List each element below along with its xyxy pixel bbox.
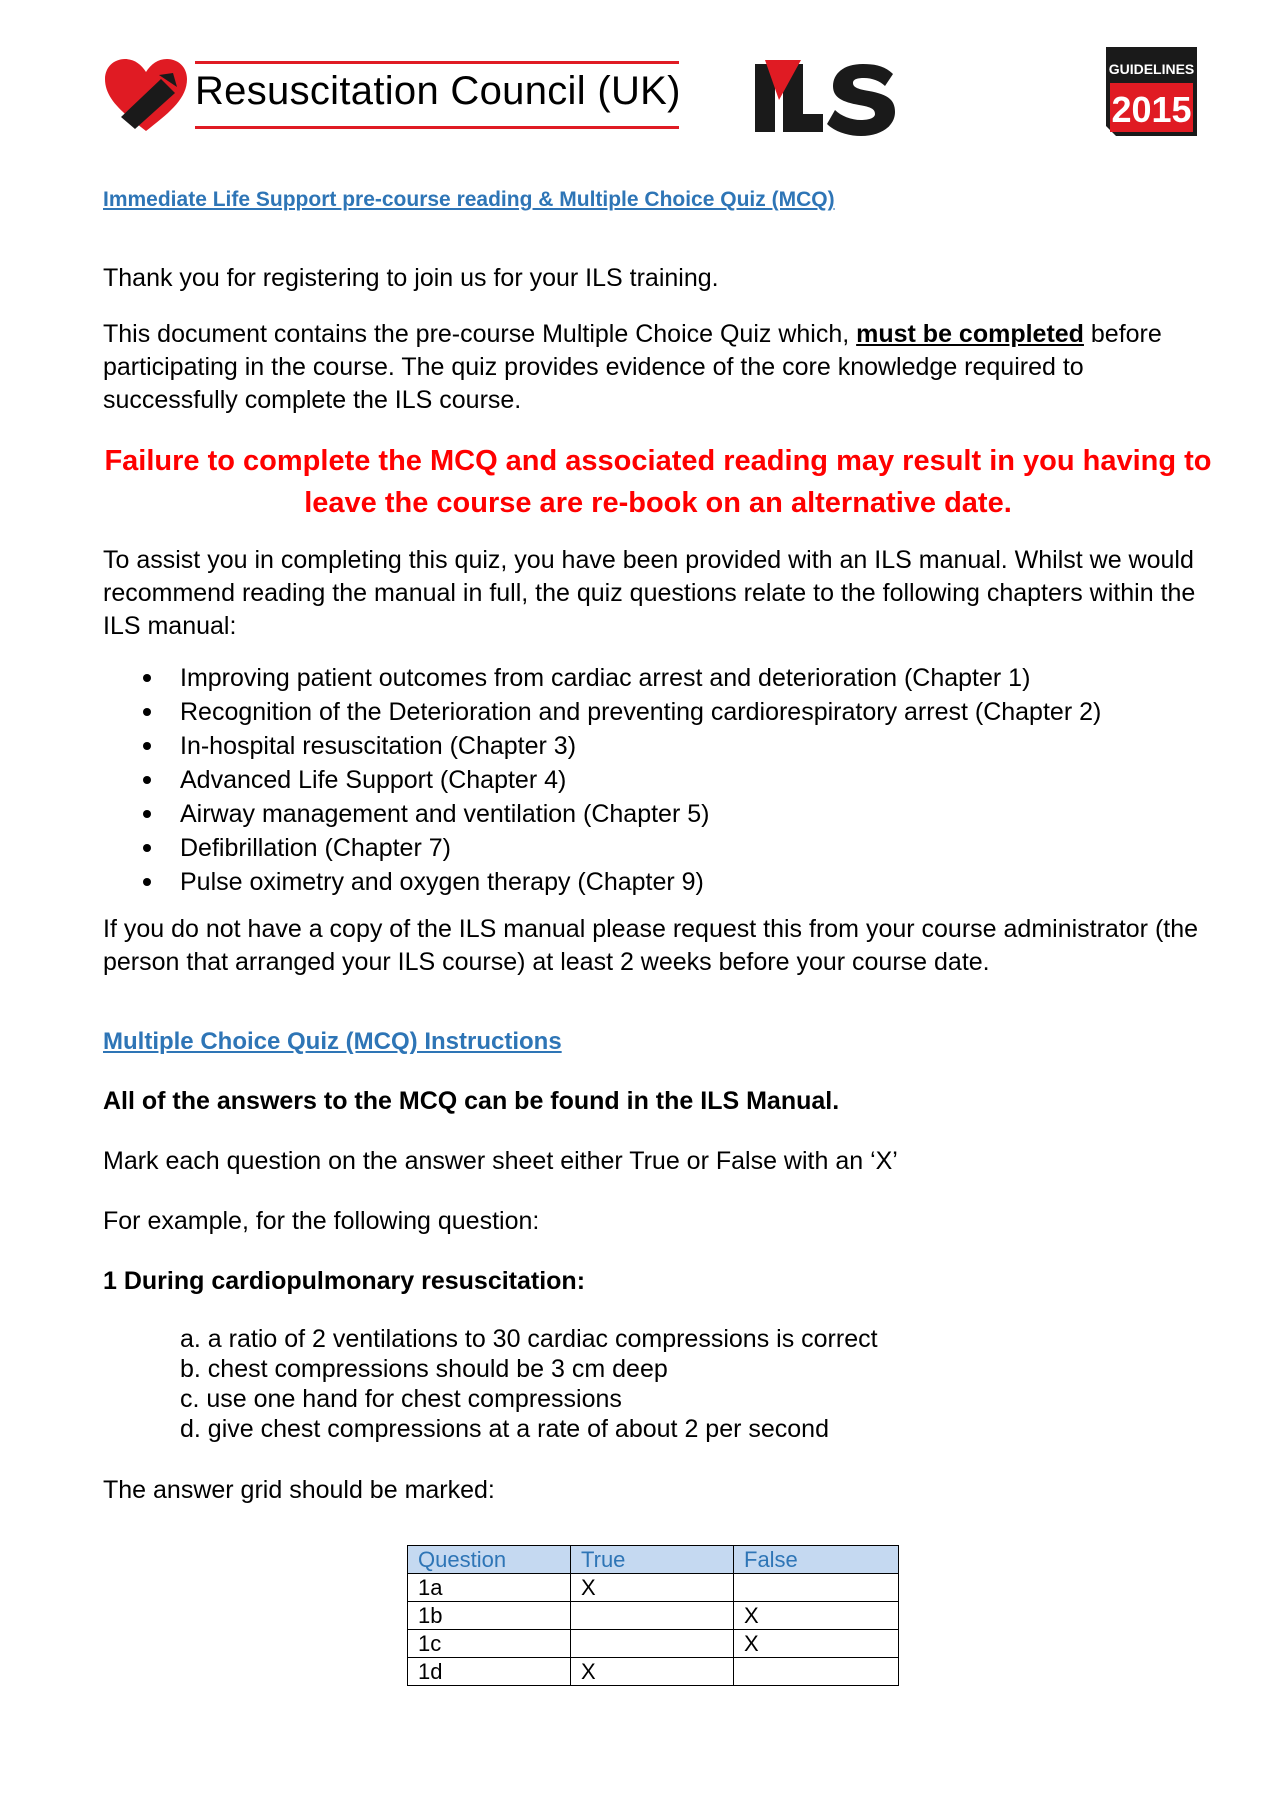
chapter-label: Advanced Life Support (Chapter 4) bbox=[180, 766, 567, 794]
false-cell: X bbox=[734, 1630, 899, 1658]
table-header-row bbox=[408, 1546, 899, 1574]
true-cell bbox=[571, 1602, 734, 1630]
example-intro: For example, for the following question: bbox=[103, 1207, 540, 1235]
guidelines-label: GUIDELINES bbox=[1108, 61, 1195, 77]
option-item: c. use one hand for chest compressions bbox=[180, 1385, 622, 1413]
thanks-paragraph: Thank you for registering to join us for your ILS training. bbox=[103, 264, 719, 292]
table-row bbox=[408, 1574, 899, 1602]
assist-paragraph: To assist you in completing this quiz, you have been provided with an ILS manual. Whilst we would recommend reading the manual in full, the quiz questions relate to the following chapters within the ILS manual: bbox=[103, 546, 1196, 640]
list-item bbox=[103, 865, 1213, 899]
table-row bbox=[408, 1602, 899, 1630]
list-item bbox=[103, 797, 1213, 831]
list-item bbox=[103, 831, 1213, 865]
intro-text-after: before participating in the course. The quiz provides evidence of the core knowledge required to successfully complete the ILS course. bbox=[103, 320, 1162, 414]
list-item bbox=[103, 695, 1213, 729]
option-item: a. a ratio of 2 ventilations to 30 cardiac compressions is correct bbox=[180, 1325, 878, 1353]
bullet-icon bbox=[143, 810, 151, 818]
intro-text-before: This document contains the pre-course Multiple Choice Quiz which, bbox=[103, 320, 857, 348]
ils-logo bbox=[755, 60, 897, 136]
column-header-question: Question bbox=[408, 1546, 571, 1574]
example-question: 1 During cardiopulmonary resuscitation: bbox=[103, 1267, 586, 1295]
true-cell: X bbox=[571, 1574, 734, 1602]
option-item: d. give chest compressions at a rate of about 2 per second bbox=[180, 1415, 829, 1443]
bullet-icon bbox=[143, 878, 151, 886]
chapter-list bbox=[103, 661, 1213, 899]
manual-note-paragraph: If you do not have a copy of the ILS manual please request this from your course administrator (the person that arranged your ILS course) at least 2 weeks before your course date. bbox=[103, 915, 1199, 976]
all-answers-statement: All of the answers to the MCQ can be found in the ILS Manual. bbox=[103, 1087, 840, 1115]
bullet-icon bbox=[143, 776, 151, 784]
table-row bbox=[408, 1658, 899, 1686]
logo-top-rule bbox=[195, 61, 679, 64]
bullet-icon bbox=[143, 742, 151, 750]
intro-emphasis: must be completed bbox=[856, 320, 1084, 348]
question-cell: 1a bbox=[408, 1574, 571, 1602]
logo-bottom-rule bbox=[195, 126, 679, 129]
mcq-instructions-heading-link[interactable]: Multiple Choice Quiz (MCQ) Instructions bbox=[103, 1028, 562, 1055]
intro-paragraph bbox=[103, 318, 1213, 417]
bullet-icon bbox=[143, 674, 151, 682]
example-options bbox=[180, 1324, 878, 1444]
resuscitation-council-logo bbox=[103, 55, 679, 137]
bullet-icon bbox=[143, 844, 151, 852]
chapter-label: Pulse oximetry and oxygen therapy (Chapter 9) bbox=[180, 868, 704, 896]
list-item bbox=[103, 763, 1213, 797]
guidelines-badge-graphic bbox=[1106, 47, 1197, 136]
chapter-label: Improving patient outcomes from cardiac arrest and deterioration (Chapter 1) bbox=[180, 664, 1031, 692]
grid-intro: The answer grid should be marked: bbox=[103, 1476, 495, 1504]
heart-logo-icon bbox=[103, 57, 189, 133]
false-cell: X bbox=[734, 1602, 899, 1630]
false-cell bbox=[734, 1574, 899, 1602]
table-row bbox=[408, 1630, 899, 1658]
option-item: b. chest compressions should be 3 cm deep bbox=[180, 1355, 668, 1383]
list-item bbox=[103, 729, 1213, 763]
org-name: Resuscitation Council (UK) bbox=[195, 69, 681, 113]
warning-notice: Failure to complete the MCQ and associated reading may result in you having to leave the course are re-book on an alternative date. bbox=[104, 445, 1212, 519]
chapter-label: Airway management and ventilation (Chapter 5) bbox=[180, 800, 710, 828]
bullet-icon bbox=[143, 708, 151, 716]
list-item bbox=[103, 661, 1213, 695]
guidelines-year: 2015 bbox=[1111, 89, 1192, 130]
ils-logo-text: ILS bbox=[755, 60, 757, 61]
mark-instructions: Mark each question on the answer sheet either True or False with an ‘X’ bbox=[103, 1147, 898, 1175]
column-header-false: False bbox=[734, 1546, 899, 1574]
chapter-label: Recognition of the Deterioration and preventing cardiorespiratory arrest (Chapter 2) bbox=[180, 698, 1102, 726]
chapter-label: Defibrillation (Chapter 7) bbox=[180, 834, 451, 862]
document-title-link[interactable]: Immediate Life Support pre-course reading & Multiple Choice Quiz (MCQ) bbox=[103, 188, 835, 211]
false-cell bbox=[734, 1658, 899, 1686]
answer-grid-table bbox=[407, 1545, 899, 1686]
chapter-label: In-hospital resuscitation (Chapter 3) bbox=[180, 732, 577, 760]
true-cell bbox=[571, 1630, 734, 1658]
question-cell: 1d bbox=[408, 1658, 571, 1686]
column-header-true: True bbox=[571, 1546, 734, 1574]
question-cell: 1b bbox=[408, 1602, 571, 1630]
guidelines-2015-badge bbox=[1106, 47, 1197, 136]
question-cell: 1c bbox=[408, 1630, 571, 1658]
true-cell: X bbox=[571, 1658, 734, 1686]
